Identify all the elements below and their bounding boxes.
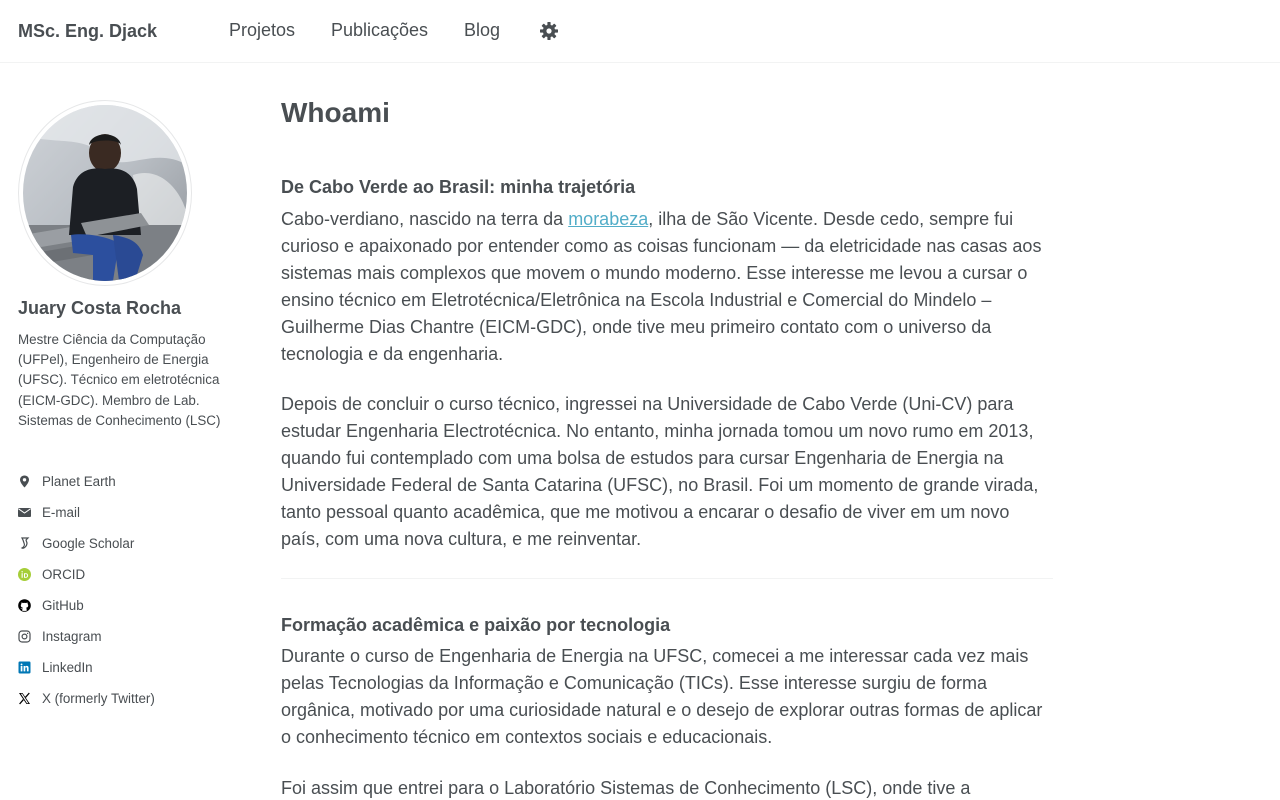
envelope-icon bbox=[18, 506, 31, 519]
paragraph: Depois de concluir o curso técnico, ingressei na Universidade de Cabo Verde (Uni-CV) para estudar Engenharia Electrotécnica. No entanto, minha jornada tomou um novo rumo em 2013, quando fui contemplado com uma bolsa de estudos para cursar Engenharia de Energia na Universidade Federal de Santa Catarina (UFSC), no Brasil. Foi um momento de grande virada, tanto pessoal quanto acadêmica, que me motivou a encarar o desafio de viver em um novo país, com uma nova cultura, e me reinventar. bbox=[281, 394, 1039, 549]
author-name: Juary Costa Rocha bbox=[18, 298, 182, 318]
link-label[interactable]: E-mail bbox=[42, 505, 80, 520]
link-github[interactable] bbox=[18, 590, 228, 621]
link-label[interactable]: Instagram bbox=[42, 629, 102, 644]
link-orcid[interactable] bbox=[18, 559, 228, 590]
paragraph: Durante o curso de Engenharia de Energia na UFSC, comecei a me interessar cada vez mais pelas Tecnologias da Informação e Comunicação (TICs). Esse interesse surgiu de forma orgânica, motivado por uma curiosidade natural e o desejo de explorar outras formas de aplicar o conhecimento técnico em contextos sociais e educacionais. bbox=[281, 646, 1043, 747]
nav-projetos[interactable]: Projetos bbox=[229, 20, 296, 40]
link-label[interactable]: ORCID bbox=[42, 567, 86, 582]
link-location bbox=[18, 466, 228, 497]
map-marker-icon bbox=[18, 475, 31, 488]
link-label[interactable]: X (formerly Twitter) bbox=[42, 691, 155, 706]
link-x-twitter[interactable] bbox=[18, 683, 228, 714]
x-twitter-icon bbox=[18, 692, 31, 705]
avatar bbox=[23, 105, 187, 281]
paragraph: Foi assim que entrei para o Laboratório Sistemas de Conhecimento (LSC), onde tive a bbox=[281, 778, 971, 798]
orcid-icon bbox=[18, 568, 31, 581]
link-label[interactable]: Google Scholar bbox=[42, 536, 135, 551]
link-google-scholar[interactable] bbox=[18, 528, 228, 559]
page-title: Whoami bbox=[281, 97, 390, 128]
linkedin-icon bbox=[18, 661, 31, 674]
paragraph-text: Cabo-verdiano, nascido na terra da bbox=[281, 209, 569, 229]
paragraph-text: , ilha de São Vicente. Desde cedo, sempre fui curioso e apaixonado por entender como as coisas funcionam — da eletricidade nas casas aos sistemas mais complexos que movem o mundo moderno. Esse interesse me levou a cursar o ensino técnico em Eletrotécnica/Eletrônica na Escola Industrial e Comercial do Mindelo – Guilherme Dias Chantre (EICM-GDC), onde tive meu primeiro contato com o universo da tecnologia e da engenharia. bbox=[281, 209, 1042, 364]
theme-toggle-gear-icon[interactable] bbox=[539, 21, 559, 41]
link-instagram[interactable] bbox=[18, 621, 228, 652]
section-divider bbox=[281, 578, 1053, 579]
avatar-frame bbox=[18, 100, 192, 286]
nav-publicacoes[interactable]: Publicações bbox=[331, 20, 429, 40]
nav-blog[interactable]: Blog bbox=[464, 20, 501, 40]
section-heading: De Cabo Verde ao Brasil: minha trajetória bbox=[281, 177, 636, 197]
section-heading: Formação acadêmica e paixão por tecnologia bbox=[281, 615, 671, 635]
github-icon bbox=[18, 599, 31, 612]
masthead bbox=[0, 0, 1280, 63]
google-scholar-icon bbox=[18, 537, 31, 550]
main-content bbox=[281, 172, 1053, 800]
link-label[interactable]: LinkedIn bbox=[42, 660, 93, 675]
link-email[interactable] bbox=[18, 497, 228, 528]
link-label[interactable]: GitHub bbox=[42, 598, 84, 613]
paragraph bbox=[281, 206, 1053, 368]
instagram-icon bbox=[18, 630, 31, 643]
link-label: Planet Earth bbox=[42, 474, 116, 489]
author-links bbox=[18, 466, 228, 714]
author-bio: Mestre Ciência da Computação (UFPel), Engenheiro de Energia (UFSC). Técnico em eletrotécnica (EICM-GDC). Membro de Lab. Sistemas de Conhecimento (LSC) bbox=[18, 332, 221, 428]
morabeza-link[interactable]: morabeza bbox=[568, 209, 649, 229]
site-title-link[interactable]: MSc. Eng. Djack bbox=[18, 21, 158, 41]
link-linkedin[interactable] bbox=[18, 652, 228, 683]
